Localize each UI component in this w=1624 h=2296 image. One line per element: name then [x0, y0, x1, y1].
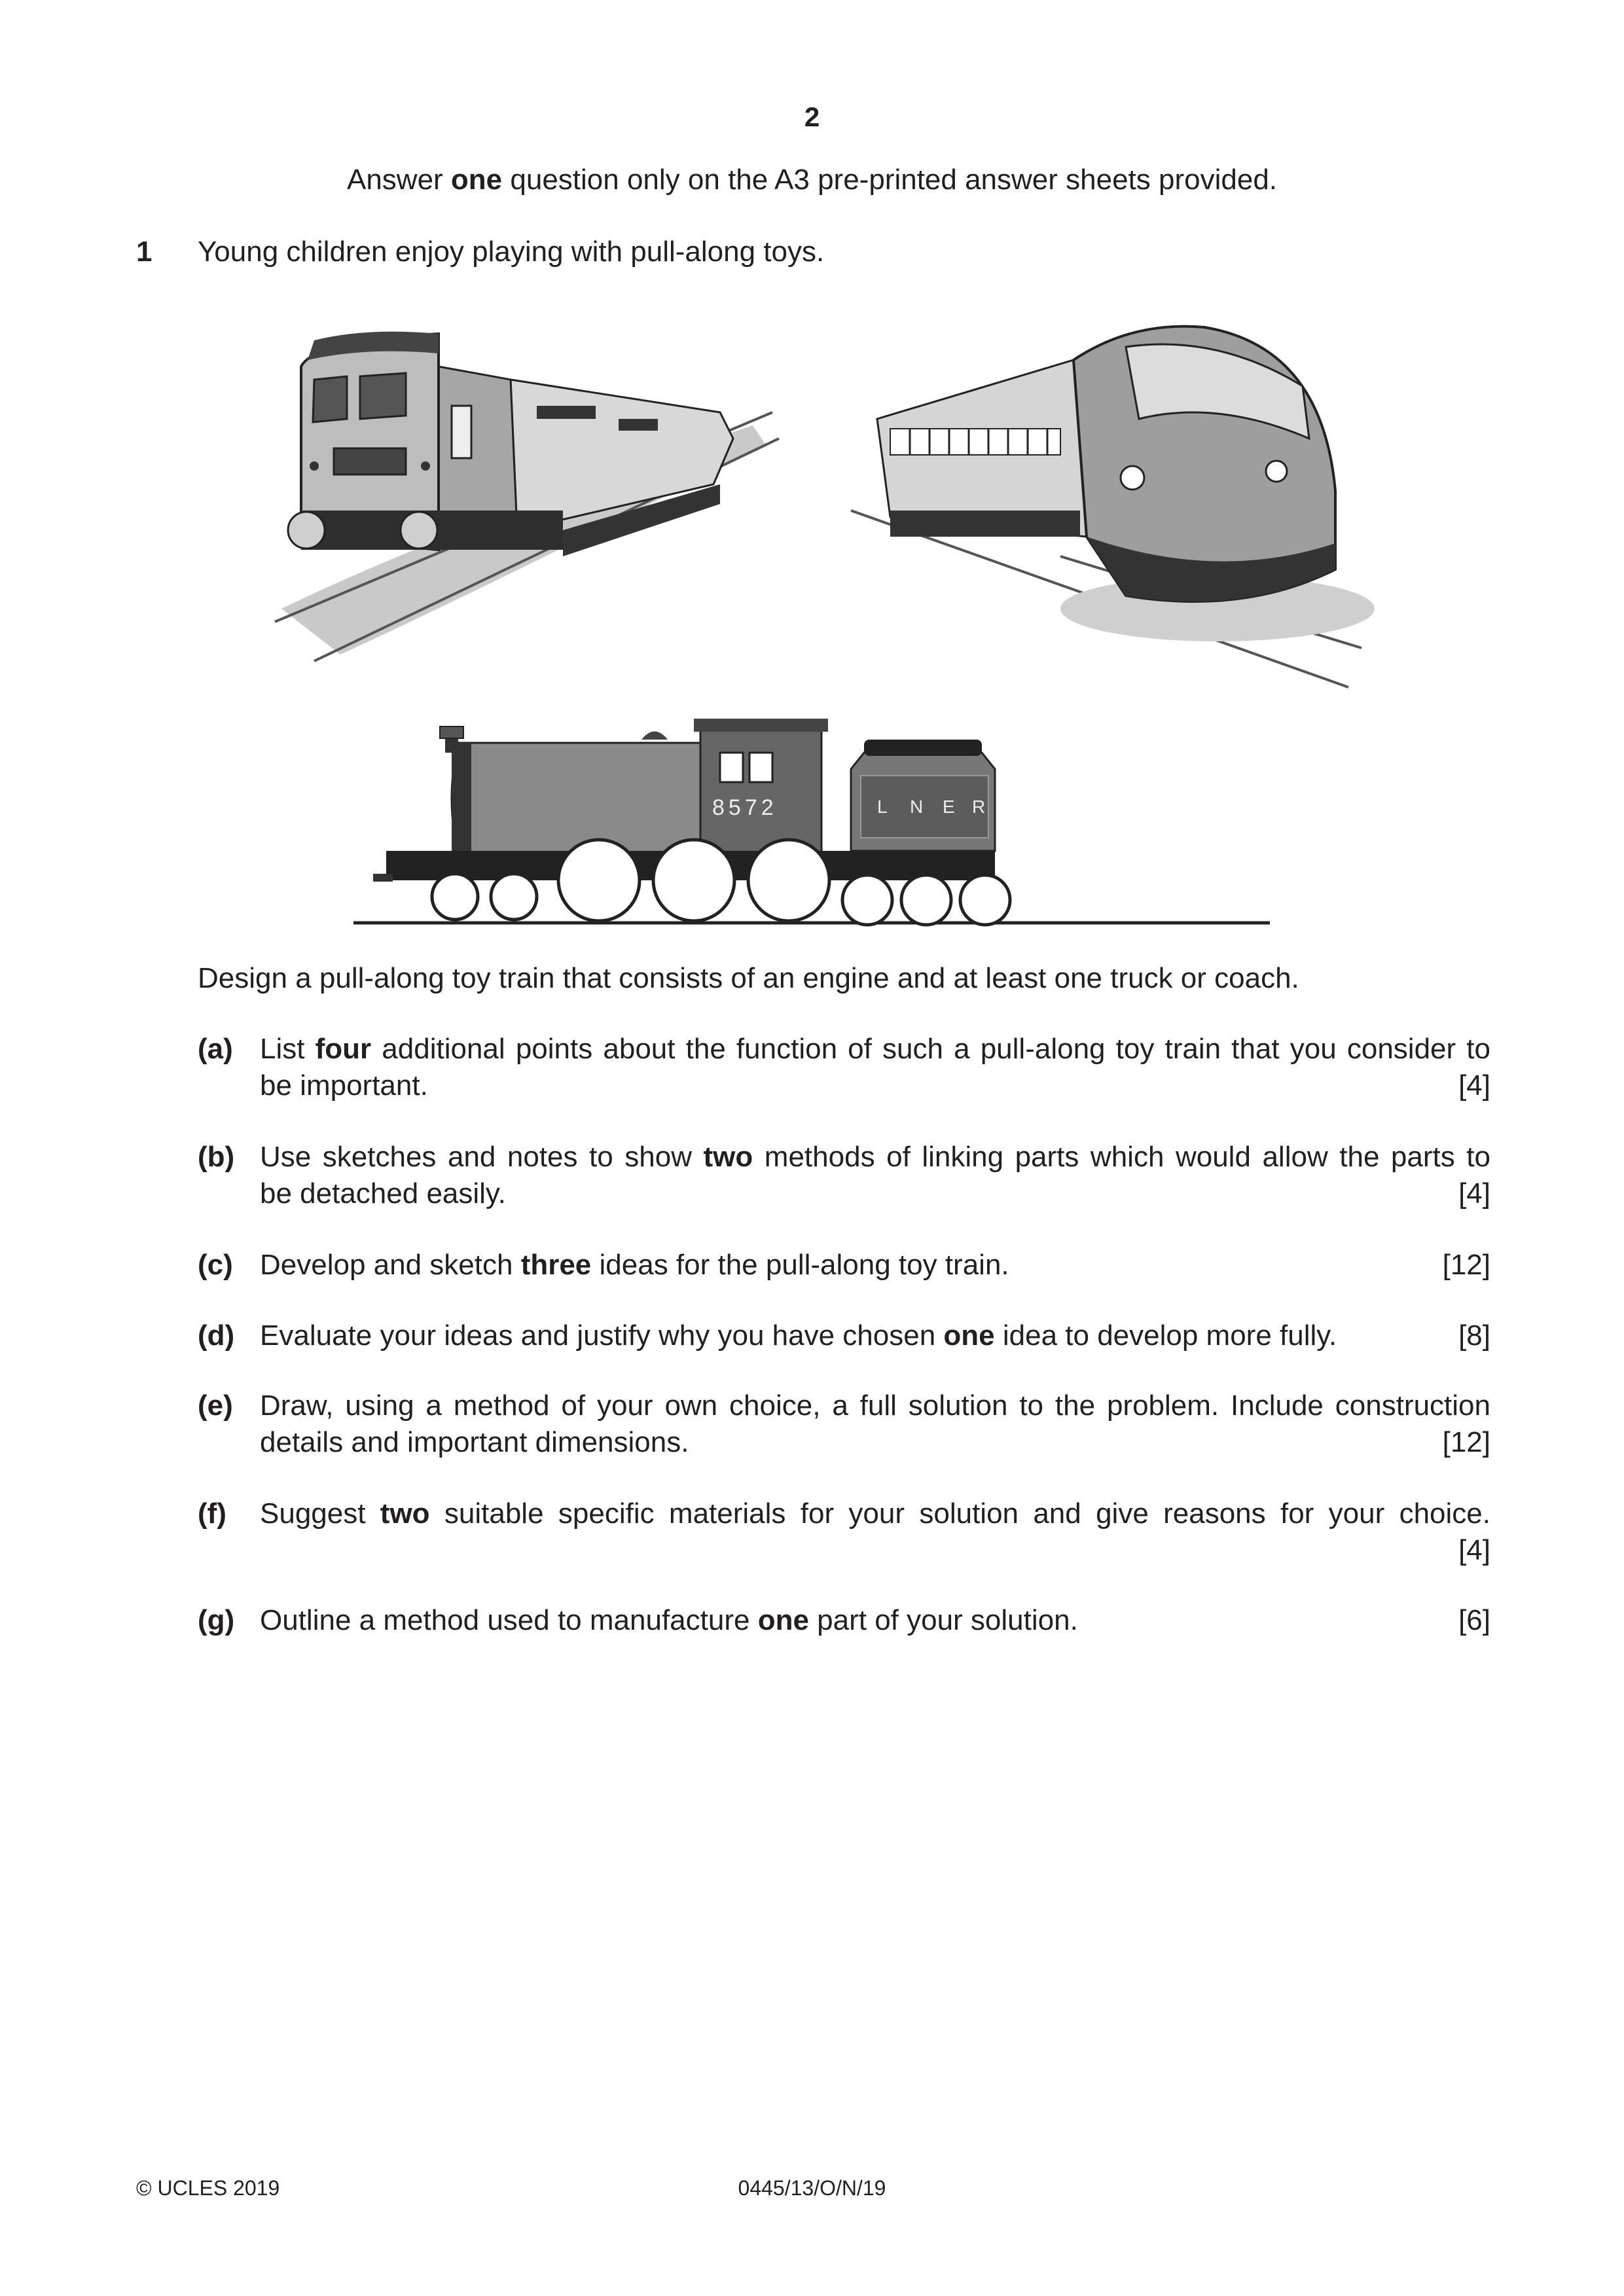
tender-letter-r: R	[972, 797, 986, 817]
question-part-d	[198, 1318, 1490, 1354]
part-label: (d)	[198, 1319, 235, 1352]
question-part-g	[198, 1602, 1490, 1639]
tender-letter-n: N	[910, 797, 924, 817]
tender-letter-e: E	[943, 797, 955, 817]
marks: [8]	[1458, 1319, 1490, 1352]
part-text: Suggest two suitable specific materials for your solution and give reasons for your choice.	[260, 1498, 1490, 1530]
part-text: Outline a method used to manufacture one part of your solution.	[260, 1604, 1078, 1636]
question-part-f	[198, 1496, 1490, 1569]
part-text: Evaluate your ideas and justify why you have chosen one idea to develop more fully.	[260, 1319, 1337, 1352]
marks: [4]	[1458, 1177, 1490, 1210]
marks: [12]	[1442, 1426, 1490, 1458]
question-part-a: (a) List four additional points about the function of such a pull-along toy train that you consider to be important. [4]	[198, 1031, 1490, 1104]
question-stem: Young children enjoy playing with pull-along toys.	[198, 236, 825, 268]
part-text: Develop and sketch three ideas for the pull-along toy train.	[260, 1249, 1009, 1281]
part-label: (c)	[198, 1249, 233, 1281]
question-part-b: (b) Use sketches and notes to show two methods of linking parts which would allow the parts to be detached easily. [4]	[198, 1139, 1490, 1212]
diesel-locomotive-illustration	[262, 314, 785, 668]
tender-letter-l: L	[877, 797, 888, 817]
marks: [12]	[1442, 1249, 1490, 1281]
design-brief: Design a pull-along toy train that consists of an engine and at least one truck or coach.	[198, 962, 1299, 994]
part-label: (b)	[198, 1141, 235, 1173]
high-speed-train-illustration	[851, 321, 1375, 687]
locomotive-number: 8572	[712, 795, 778, 820]
part-text: List four additional points about the function of such a pull-along toy train that you consider to	[260, 1033, 1490, 1065]
part-label: (e)	[198, 1390, 233, 1422]
paper-code: 0445/13/O/N/19	[738, 2176, 886, 2200]
exam-instruction: Answer one question only on the A3 pre-printed answer sheets provided.	[346, 164, 1278, 196]
marks: [6]	[1458, 1604, 1490, 1636]
part-label: (f)	[198, 1498, 226, 1530]
copyright-notice: © UCLES 2019	[136, 2176, 280, 2200]
question-number: 1	[136, 236, 153, 268]
question-part-e: (e) Draw, using a method of your own choice, a full solution to the problem. Include construction details and important dimensions. [12]	[198, 1388, 1490, 1461]
steam-locomotive-illustration	[353, 713, 1283, 929]
marks: [4]	[1458, 1534, 1490, 1566]
question-part-c	[198, 1247, 1490, 1283]
part-label: (g)	[198, 1604, 235, 1636]
page-number: 2	[804, 101, 820, 132]
part-text: Use sketches and notes to show two methods of linking parts which would allow the parts to	[260, 1141, 1490, 1173]
part-label: (a)	[198, 1033, 233, 1065]
marks: [4]	[1458, 1069, 1490, 1102]
part-text: Draw, using a method of your own choice, a full solution to the problem. Include construction	[260, 1390, 1490, 1422]
